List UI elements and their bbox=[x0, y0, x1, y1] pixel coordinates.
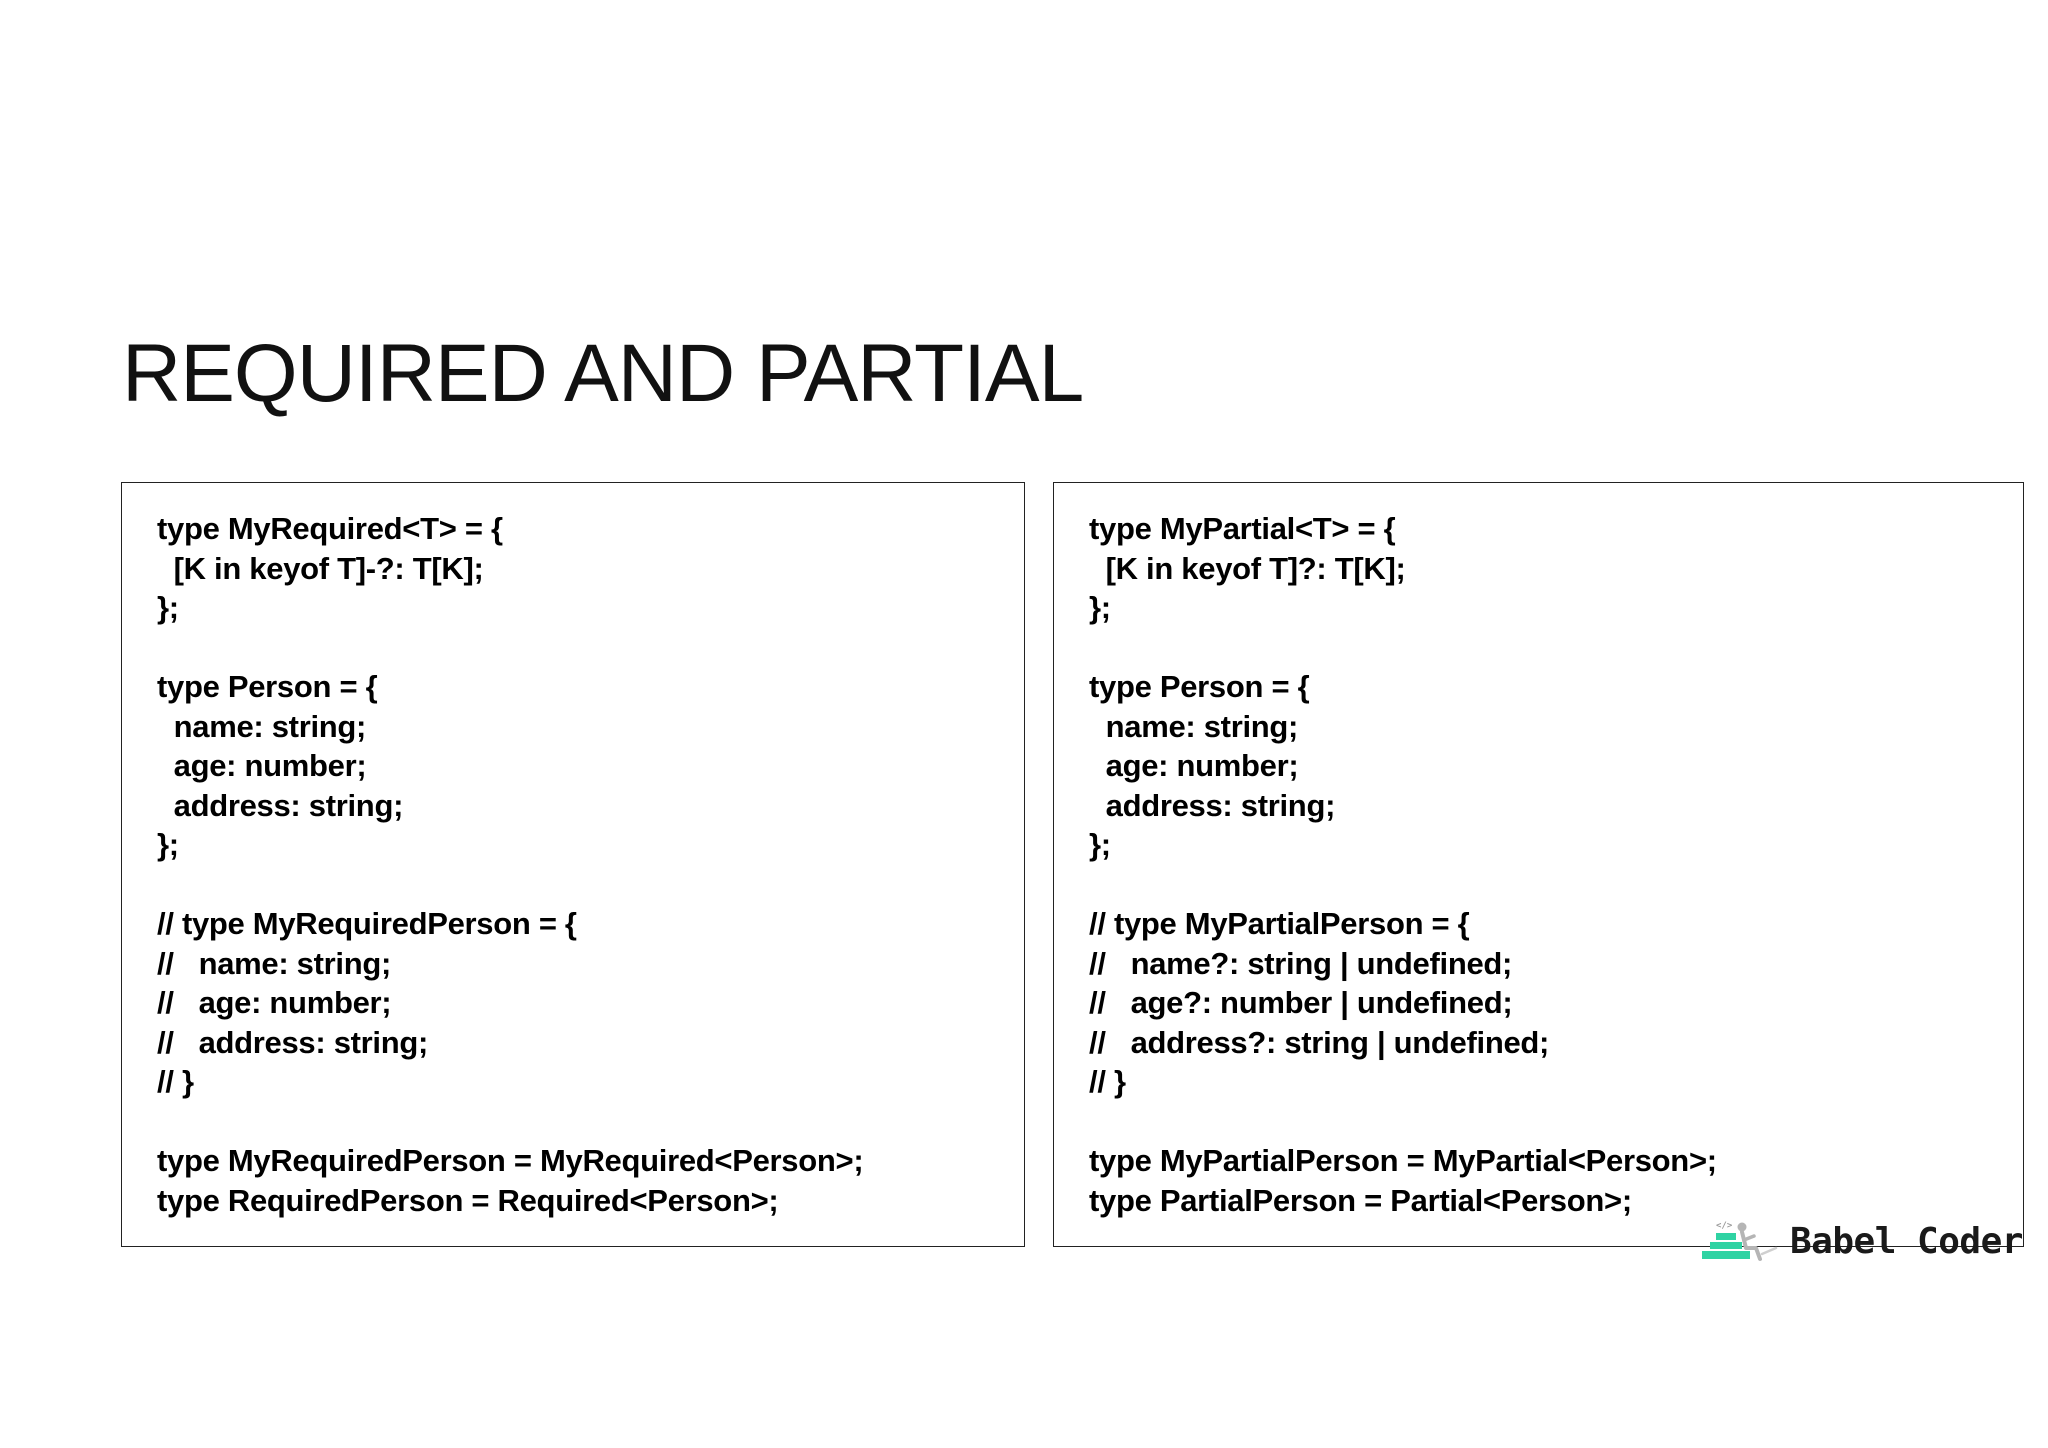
code-block-partial bbox=[1089, 509, 1717, 1220]
code-line bbox=[157, 1102, 863, 1142]
code-line: // age?: number | undefined; bbox=[1089, 985, 1513, 1020]
code-line: // type MyRequiredPerson = { bbox=[157, 906, 577, 941]
code-line bbox=[1089, 1102, 1717, 1142]
logo-text: Babel Coder bbox=[1790, 1220, 2023, 1262]
laptop-line bbox=[1762, 1248, 1776, 1254]
code-line bbox=[157, 628, 863, 668]
babel-coder-logo-icon bbox=[1702, 1218, 1778, 1264]
code-line: }; bbox=[157, 590, 179, 625]
code-tag-glyph: </> bbox=[1716, 1221, 1733, 1231]
code-line: type MyRequired<T> = { bbox=[157, 511, 503, 546]
code-line: type MyPartial<T> = { bbox=[1089, 511, 1396, 546]
code-line: type MyPartialPerson = MyPartial<Person>; bbox=[1089, 1143, 1717, 1178]
book-stack-middle bbox=[1710, 1242, 1742, 1249]
code-line: type RequiredPerson = Required<Person>; bbox=[157, 1182, 779, 1218]
code-line: type Person = { bbox=[157, 669, 378, 704]
code-line: // age: number; bbox=[157, 985, 392, 1020]
book-stack-bottom bbox=[1702, 1251, 1750, 1259]
code-line: // name: string; bbox=[157, 945, 392, 981]
code-line: }; bbox=[157, 827, 179, 862]
code-block-required bbox=[157, 509, 863, 1220]
code-line bbox=[1089, 865, 1717, 905]
code-line: }; bbox=[1089, 590, 1111, 625]
book-stack-top bbox=[1716, 1233, 1736, 1240]
code-line: // } bbox=[1089, 1064, 1126, 1099]
code-line: // name?: string | undefined; bbox=[1089, 945, 1513, 981]
code-line: address: string; bbox=[157, 787, 404, 823]
code-line bbox=[1089, 628, 1717, 668]
code-line: }; bbox=[1089, 827, 1111, 862]
babel-coder-logo bbox=[1702, 1217, 2023, 1265]
code-line: address: string; bbox=[1089, 787, 1336, 823]
figure-arm bbox=[1744, 1236, 1754, 1240]
code-line: // type MyPartialPerson = { bbox=[1089, 906, 1470, 941]
code-line bbox=[157, 865, 863, 905]
code-line: age: number; bbox=[1089, 748, 1299, 783]
code-line: name: string; bbox=[157, 708, 367, 744]
code-line: [K in keyof T]-?: T[K]; bbox=[157, 550, 484, 586]
code-line: // address?: string | undefined; bbox=[1089, 1024, 1550, 1060]
code-line: type Person = { bbox=[1089, 669, 1310, 704]
code-line: // address: string; bbox=[157, 1024, 429, 1060]
slide-title: REQUIRED AND PARTIAL bbox=[122, 328, 1084, 419]
code-line: name: string; bbox=[1089, 708, 1299, 744]
code-line: type PartialPerson = Partial<Person>; bbox=[1089, 1182, 1632, 1218]
code-line: [K in keyof T]?: T[K]; bbox=[1089, 550, 1406, 586]
code-line: // } bbox=[157, 1064, 194, 1099]
code-panel-required bbox=[121, 482, 1025, 1247]
code-line: age: number; bbox=[157, 748, 367, 783]
code-panel-partial bbox=[1053, 482, 2024, 1247]
code-line: type MyRequiredPerson = MyRequired<Person>; bbox=[157, 1143, 864, 1178]
